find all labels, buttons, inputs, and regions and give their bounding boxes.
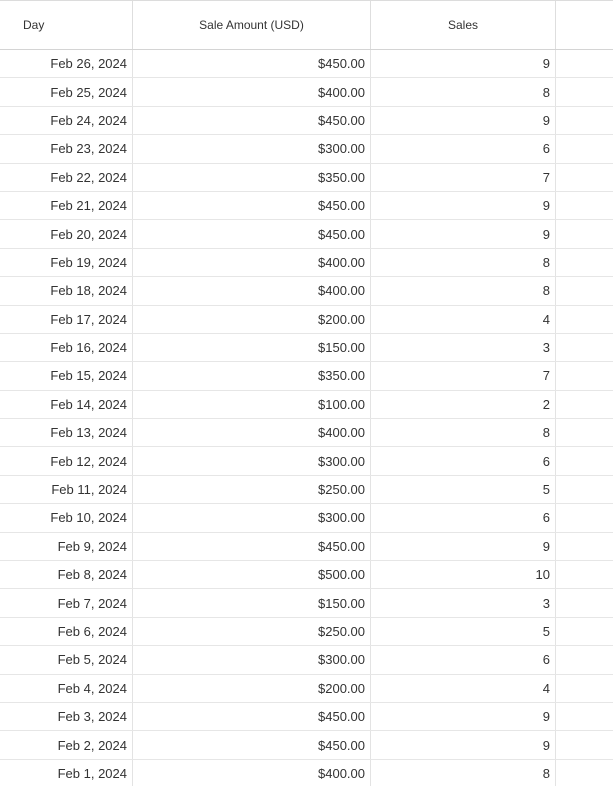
- cell-sale-amount: $500.00: [133, 561, 371, 588]
- cell-sale-amount: $350.00: [133, 164, 371, 191]
- cell-sales: 4: [371, 306, 556, 333]
- cell-sale-amount: $400.00: [133, 277, 371, 304]
- cell-empty: [556, 504, 613, 531]
- table-header-row: [0, 1, 613, 50]
- cell-sale-amount: $250.00: [133, 618, 371, 645]
- cell-empty: [556, 447, 613, 474]
- cell-empty: [556, 220, 613, 247]
- cell-empty: [556, 249, 613, 276]
- table-row[interactable]: [0, 164, 613, 192]
- cell-sale-amount: $450.00: [133, 192, 371, 219]
- cell-sales: 10: [371, 561, 556, 588]
- cell-empty: [556, 107, 613, 134]
- table-row[interactable]: [0, 391, 613, 419]
- table-row[interactable]: [0, 675, 613, 703]
- table-row[interactable]: [0, 618, 613, 646]
- cell-empty: [556, 476, 613, 503]
- cell-sales: 9: [371, 107, 556, 134]
- cell-empty: [556, 561, 613, 588]
- column-header-day[interactable]: Day: [0, 1, 133, 49]
- cell-day: Feb 8, 2024: [0, 561, 133, 588]
- cell-sales: 6: [371, 504, 556, 531]
- column-header-sale-amount[interactable]: Sale Amount (USD): [133, 1, 371, 49]
- table-row[interactable]: [0, 646, 613, 674]
- table-row[interactable]: [0, 277, 613, 305]
- cell-day: Feb 14, 2024: [0, 391, 133, 418]
- cell-day: Feb 9, 2024: [0, 533, 133, 560]
- cell-day: Feb 22, 2024: [0, 164, 133, 191]
- cell-sale-amount: $150.00: [133, 589, 371, 616]
- cell-empty: [556, 362, 613, 389]
- cell-day: Feb 10, 2024: [0, 504, 133, 531]
- cell-empty: [556, 703, 613, 730]
- cell-day: Feb 23, 2024: [0, 135, 133, 162]
- cell-day: Feb 4, 2024: [0, 675, 133, 702]
- cell-day: Feb 13, 2024: [0, 419, 133, 446]
- cell-day: Feb 6, 2024: [0, 618, 133, 645]
- cell-empty: [556, 50, 613, 77]
- cell-empty: [556, 192, 613, 219]
- cell-day: Feb 2, 2024: [0, 731, 133, 758]
- cell-day: Feb 17, 2024: [0, 306, 133, 333]
- cell-sale-amount: $300.00: [133, 646, 371, 673]
- cell-empty: [556, 675, 613, 702]
- cell-sales: 6: [371, 135, 556, 162]
- cell-sale-amount: $450.00: [133, 703, 371, 730]
- cell-day: Feb 7, 2024: [0, 589, 133, 616]
- table-row[interactable]: [0, 362, 613, 390]
- cell-empty: [556, 419, 613, 446]
- table-row[interactable]: [0, 447, 613, 475]
- cell-sales: 9: [371, 533, 556, 560]
- cell-sales: 8: [371, 760, 556, 786]
- cell-day: Feb 5, 2024: [0, 646, 133, 673]
- cell-sale-amount: $450.00: [133, 107, 371, 134]
- cell-sale-amount: $250.00: [133, 476, 371, 503]
- cell-sale-amount: $400.00: [133, 419, 371, 446]
- cell-empty: [556, 533, 613, 560]
- table-row[interactable]: [0, 476, 613, 504]
- table-row[interactable]: [0, 220, 613, 248]
- cell-sale-amount: $300.00: [133, 135, 371, 162]
- table-row[interactable]: [0, 589, 613, 617]
- cell-empty: [556, 731, 613, 758]
- column-header-sales[interactable]: Sales: [371, 1, 556, 49]
- table-row[interactable]: [0, 419, 613, 447]
- cell-day: Feb 20, 2024: [0, 220, 133, 247]
- cell-sales: 8: [371, 78, 556, 105]
- table-row[interactable]: [0, 731, 613, 759]
- cell-day: Feb 26, 2024: [0, 50, 133, 77]
- cell-empty: [556, 306, 613, 333]
- cell-sales: 6: [371, 646, 556, 673]
- table-row[interactable]: [0, 78, 613, 106]
- table-row[interactable]: [0, 334, 613, 362]
- cell-empty: [556, 334, 613, 361]
- cell-sales: 6: [371, 447, 556, 474]
- cell-sale-amount: $450.00: [133, 533, 371, 560]
- cell-sale-amount: $450.00: [133, 731, 371, 758]
- cell-sales: 7: [371, 164, 556, 191]
- cell-sales: 4: [371, 675, 556, 702]
- cell-day: Feb 3, 2024: [0, 703, 133, 730]
- cell-day: Feb 19, 2024: [0, 249, 133, 276]
- table-row[interactable]: [0, 561, 613, 589]
- table-row[interactable]: [0, 703, 613, 731]
- cell-sale-amount: $450.00: [133, 50, 371, 77]
- cell-sales: 9: [371, 220, 556, 247]
- cell-day: Feb 25, 2024: [0, 78, 133, 105]
- cell-empty: [556, 618, 613, 645]
- cell-sale-amount: $400.00: [133, 78, 371, 105]
- cell-sale-amount: $400.00: [133, 760, 371, 786]
- cell-sales: 8: [371, 249, 556, 276]
- cell-day: Feb 11, 2024: [0, 476, 133, 503]
- table-row[interactable]: [0, 107, 613, 135]
- cell-sale-amount: $400.00: [133, 249, 371, 276]
- cell-sales: 3: [371, 589, 556, 616]
- cell-day: Feb 12, 2024: [0, 447, 133, 474]
- cell-day: Feb 15, 2024: [0, 362, 133, 389]
- cell-empty: [556, 277, 613, 304]
- cell-sale-amount: $350.00: [133, 362, 371, 389]
- cell-sales: 5: [371, 476, 556, 503]
- cell-sales: 9: [371, 192, 556, 219]
- table-row[interactable]: [0, 192, 613, 220]
- cell-day: Feb 16, 2024: [0, 334, 133, 361]
- cell-sale-amount: $100.00: [133, 391, 371, 418]
- cell-sale-amount: $200.00: [133, 306, 371, 333]
- cell-sale-amount: $300.00: [133, 504, 371, 531]
- cell-sale-amount: $200.00: [133, 675, 371, 702]
- table-row[interactable]: [0, 504, 613, 532]
- cell-sales: 9: [371, 50, 556, 77]
- cell-sale-amount: $150.00: [133, 334, 371, 361]
- cell-day: Feb 18, 2024: [0, 277, 133, 304]
- cell-empty: [556, 164, 613, 191]
- cell-empty: [556, 589, 613, 616]
- table-row[interactable]: [0, 533, 613, 561]
- table-row[interactable]: [0, 760, 613, 786]
- cell-sales: 3: [371, 334, 556, 361]
- cell-empty: [556, 391, 613, 418]
- cell-sales: 5: [371, 618, 556, 645]
- cell-day: Feb 24, 2024: [0, 107, 133, 134]
- table-row[interactable]: [0, 135, 613, 163]
- cell-sale-amount: $300.00: [133, 447, 371, 474]
- table-body: [0, 50, 613, 786]
- table-row[interactable]: [0, 306, 613, 334]
- cell-day: Feb 1, 2024: [0, 760, 133, 786]
- column-header-empty: [556, 1, 613, 49]
- cell-sales: 9: [371, 703, 556, 730]
- cell-empty: [556, 646, 613, 673]
- cell-sales: 9: [371, 731, 556, 758]
- table-row[interactable]: [0, 50, 613, 78]
- table-row[interactable]: [0, 249, 613, 277]
- cell-sales: 8: [371, 277, 556, 304]
- cell-empty: [556, 760, 613, 786]
- cell-sales: 2: [371, 391, 556, 418]
- cell-empty: [556, 78, 613, 105]
- cell-day: Feb 21, 2024: [0, 192, 133, 219]
- cell-sale-amount: $450.00: [133, 220, 371, 247]
- cell-sales: 7: [371, 362, 556, 389]
- cell-sales: 8: [371, 419, 556, 446]
- cell-empty: [556, 135, 613, 162]
